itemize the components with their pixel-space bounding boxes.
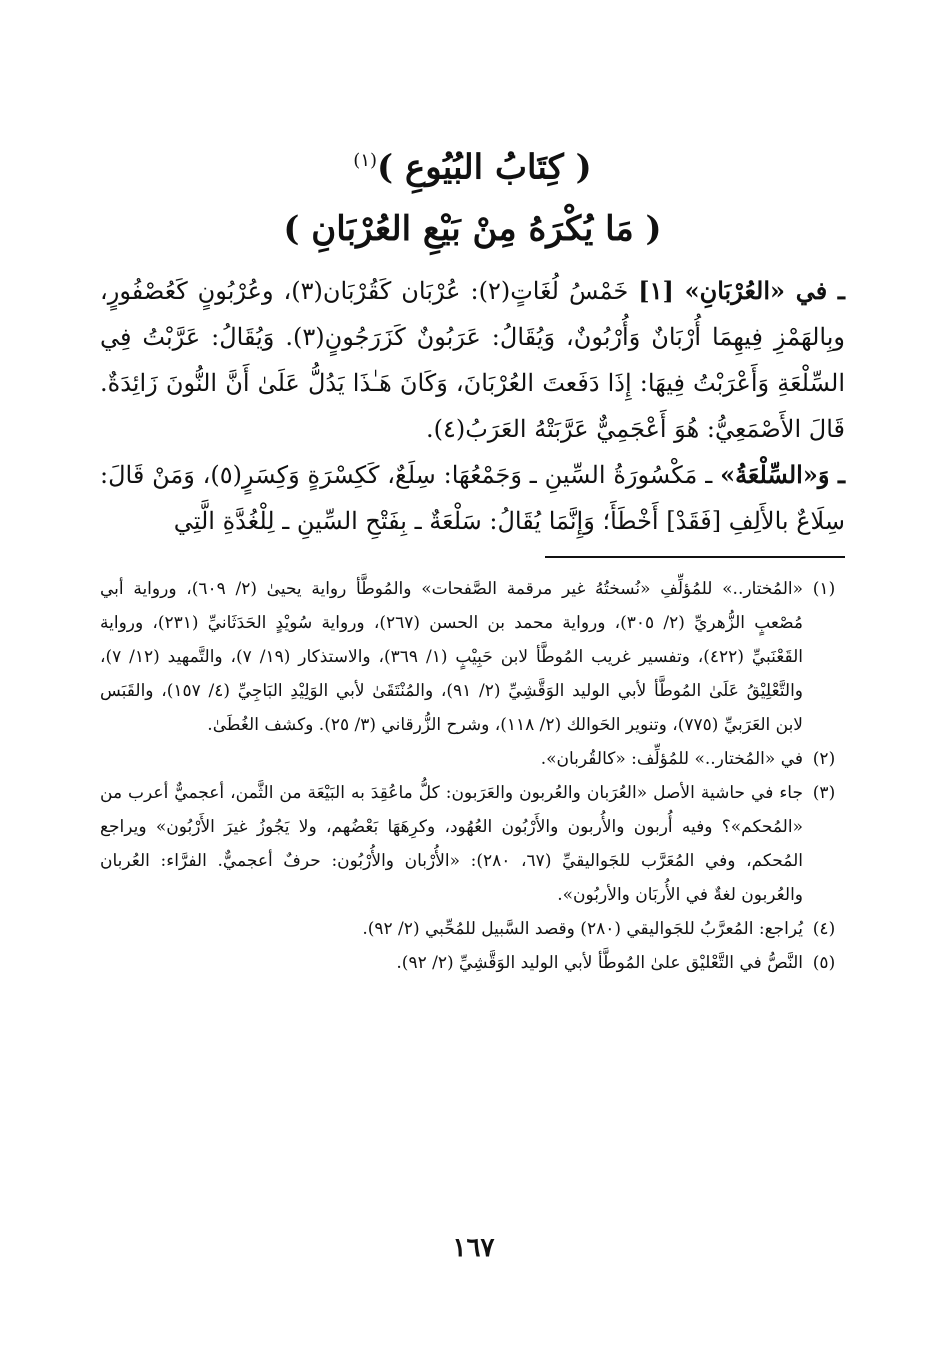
footnote-number: (١) <box>812 579 836 600</box>
footnote-item <box>100 946 845 980</box>
book-title <box>100 130 845 198</box>
paragraph-silah-lead: ـ وَ«السِّلْعَةُ» <box>720 460 846 490</box>
footnote-text: جاء في حاشية الأصل «العُرَبان والعُربون والعَرَبون: كلُّ ماعُقِدَ به البَيْعَة من الثَّمن، أعجميٌّ أعرب من «المُحكم»؟ وفيه أُربون والأُربون والأَرْبُون العُهُود، وكرِهَهَا بَعْضُهم، ولا يَجُوزُ غيرَ الأَرْبُون» ويراجع المُحكم، وفي المُعَرَّب للجَواليقيِّ (٦٧، ٢٨٠): «الأُرْبان والأُرْبُون: حرفٌ أعجميٌّ. الفرَّاء: العُربان والعُربون لغةٌ في الأُربَان والأربُون». <box>100 783 804 906</box>
footnote-item <box>100 912 845 946</box>
footnote-number: (٣) <box>812 783 836 804</box>
footnote-text: «المُختار..» للمُؤلِّفِ «نُسختُهُ غير مرقمة الصَّفحات» والمُوطَّأ رواية يحيىٰ (٢/ ٦٠٩)، ورواية أبي مُصْعبٍ الزُّهريِّ (٢/ ٣٠٥)، ورواية محمد بن الحسن (٢٦٧)، ورواية سُويْدٍ الحَدَثَانيِّ (٢٣١)، ورواية القَعْنَبيِّ (٤٢٢)، وتفسير غريب المُوطَّأ لابن حَبِيْبٍ (١/ ٣٦٩)، والاستذكار (١٩/ ٧)، والتَّمهيد (١٢/ ٧)، والتَّعْلِيْقُ عَلَىٰ المُوطَّأ لأبي الوليد الوَقَّشِيِّ (٢/ ٩١)، والمُنْتَقَىٰ لأبي الوَلِيْدِ البَاجِيِّ (٤/ ١٥٧)، والقَبَس لابن العَرَبيِّ (٧٧٥)، وتنوير الحَوالك (٢/ ١١٨)، وشرح الزُّرقاني (٣/ ٢٥). وكشف الغُطَىٰ. <box>100 579 804 736</box>
footnotes <box>100 572 845 980</box>
footnote-item <box>100 776 845 912</box>
footnote-text: يُراجع: المُعرَّبُ للجَواليقي (٢٨٠) وقصد السَّبيل للمُحِّبي (٢/ ٩٢). <box>362 919 803 940</box>
paragraph-silah-text: ـ مَكْسُورَةُ السِّينِ ـ وَجَمْعُهَا: سِلَعٌ، كَكِسْرَةٍ وَكِسَرٍ(٥)، وَمَنْ قَالَ: سِلَاعٌ بالأَلِفِ [فَقَدْ] أَخْطَأَ؛ وَإِنَّمَا يُقَالُ: سَلْعَةٌ ـ بِفَتْحِ السِّينِ ـ لِلْغُدَّةِ الَّتِي <box>100 461 845 536</box>
main-text <box>100 268 845 544</box>
footnote-text: في «المُختار..» للمُؤلِّف: «كالقُربان». <box>540 749 803 770</box>
footnote-separator <box>545 556 845 558</box>
footnote-number: (٢) <box>812 749 836 770</box>
paragraph-urban <box>100 268 845 452</box>
book-title-text: ( كِتَابُ البُيُوعِ ) <box>377 147 592 188</box>
book-title-footnote-ref: (١) <box>353 150 378 171</box>
chapter-title: ( مَا يُكْرَهُ مِنْ بَيْعِ العُرْبَانِ ) <box>283 209 662 250</box>
paragraph-urban-lead: ـ في «العُرْبَانِ» [١] <box>638 276 845 306</box>
paragraph-urban-text: خَمْسُ لُغَاتٍ(٢): عُرْبَان كَقُرْبَان(٣)، وعُرْبُونٍ كَعُصْفُورٍ، وبِالهَمْزِ فِيهِمَا أُرْبَانٌ وَأُرْبُونٌ، وَيُقَالُ: عَرَبُونٌ كَزَرَجُونٍ(٣). وَيُقَالُ: عَرَّبْتُ فِي السِّلْعَةِ وَأَعْرَبْتُ فِيهَا: إِذَا دَفَعتَ العُرْبَانَ، وَكَانَ هَـٰذَا يَدُلُّ عَلَىٰ أَنَّ النُّونَ زَائِدَةٌ. قَالَ الأَصْمَعِيُّ: هُوَ أَعْجَمِيٌّ عَرَّبَتْهُ العَرَبُ(٤). <box>100 277 845 444</box>
page-number: ١٦٧ <box>452 1233 495 1263</box>
footnote-item <box>100 742 845 776</box>
footnote-number: (٥) <box>812 953 836 974</box>
footnote-text: النَّصُّ في التَّعْليْق علىٰ المُوطَّأ لأبي الوليد الوَقَّشِيِّ (٢/ ٩٢). <box>396 953 803 974</box>
paragraph-silah <box>100 452 845 544</box>
page-content <box>100 130 845 980</box>
footnote-number: (٤) <box>812 919 836 940</box>
footnote-item <box>100 572 845 742</box>
